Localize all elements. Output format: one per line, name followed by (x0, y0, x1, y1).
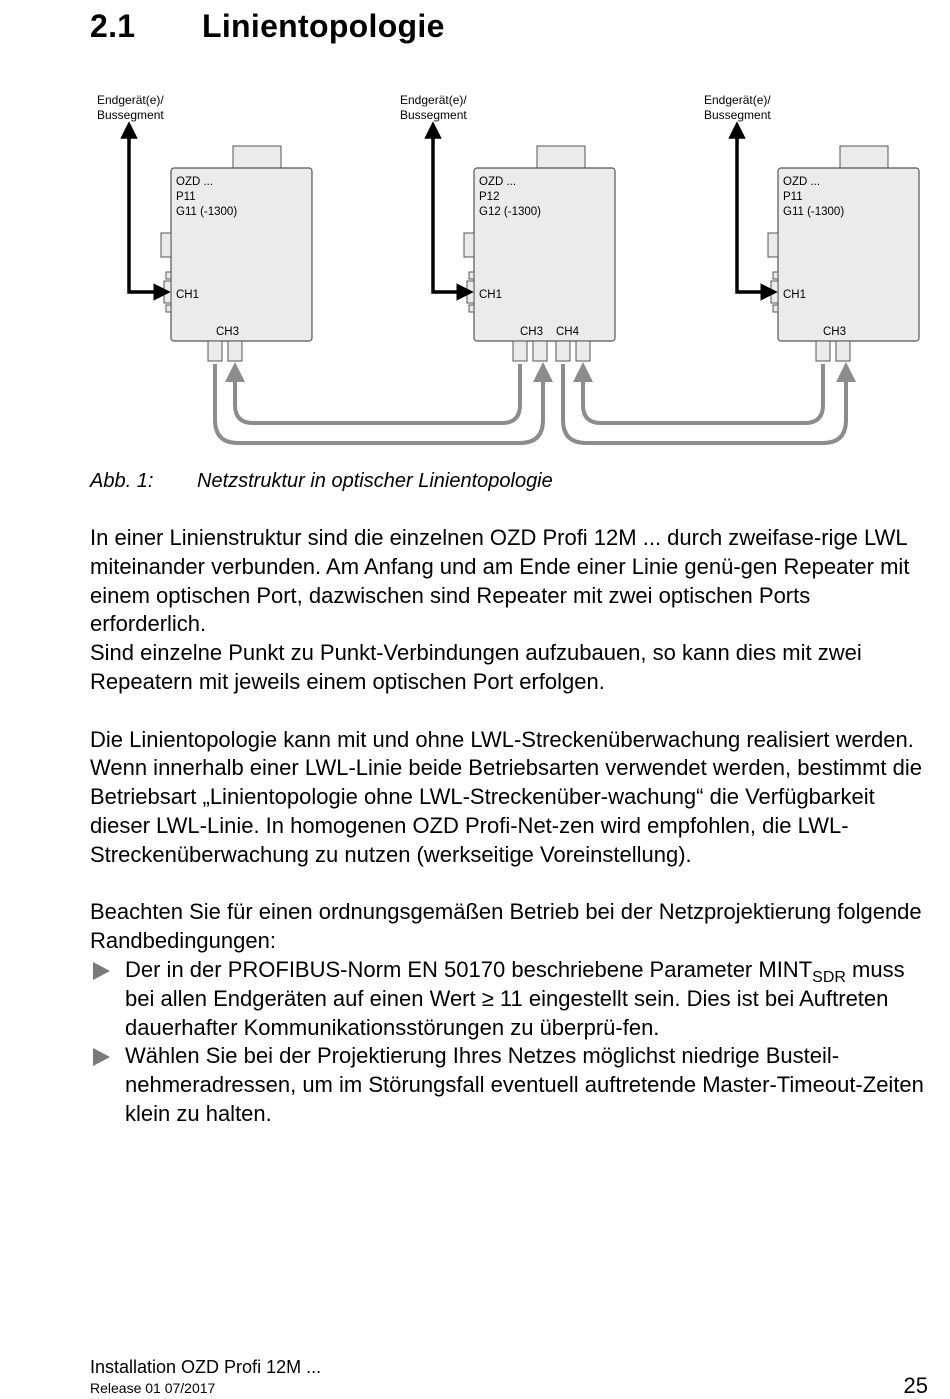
figure-caption-label: Abb. 1: (90, 470, 154, 492)
bullet-item (90, 956, 930, 1042)
terminal-arrow (433, 130, 465, 292)
paragraph: Beachten Sie für einen ordnungsgemäßen Betrieb bei der Netzprojektierung folgende Randbedingungen: (90, 899, 922, 954)
ch1-label: CH1 (176, 289, 200, 301)
fiber-connector (228, 341, 242, 361)
bullet-text: muss bei allen Endgeräten auf einen Wert ≥ 11 eingestellt sein. Dies ist bei Auftreten dauerhafter Kommunikationsstörungen zu überprü-fen. (125, 956, 905, 1040)
ozd-device-1 (161, 146, 312, 361)
footer-release: Release 01 07/2017 (90, 1380, 216, 1396)
ch1-port (771, 281, 778, 303)
fiber-cable-1-tx (215, 364, 543, 443)
ch1-port (467, 281, 474, 303)
ch1-port-tab-bottom (773, 305, 778, 312)
terminal-label-line: Bussegment (400, 108, 467, 122)
fiber-cable-2-tx (563, 364, 846, 443)
top-connector (537, 146, 585, 168)
terminal-arrow (129, 130, 162, 292)
figure-caption-text: Netzstruktur in optischer Linientopologie (197, 470, 553, 492)
terminal-connection-3 (704, 93, 771, 292)
footer-title: Installation OZD Profi 12M ... (90, 1357, 322, 1377)
ch1-label: CH1 (783, 289, 807, 301)
ozd-device-3 (768, 146, 919, 361)
device-label-line: P11 (176, 191, 196, 203)
side-port (464, 233, 474, 257)
bullet-list (90, 956, 930, 1129)
paragraph-gap (90, 870, 930, 899)
triangle-bullet-icon (93, 962, 110, 980)
ch4-label: CH4 (556, 326, 580, 338)
device-label-line: OZD ... (479, 176, 517, 188)
terminal-label-line: Bussegment (97, 108, 164, 122)
fiber-cable-2-rx (583, 364, 823, 423)
terminal-label-line: Endgerät(e)/ (400, 93, 467, 107)
ch1-port-tab-bottom (166, 305, 171, 312)
top-connector (233, 146, 281, 168)
device-label-line: OZD ... (783, 176, 821, 188)
ch1-port-tab-top (166, 272, 171, 279)
fiber-connector (533, 341, 547, 361)
section-heading (90, 8, 445, 45)
device-label-line: G11 (-1300) (176, 206, 238, 218)
paragraph: In einer Linienstruktur sind die einzelnen OZD Profi 12M ... durch zweifase-rige LWL miteinander verbunden. Am Anfang und am Ende einer Linie genü-gen Repeater mit einem optischen Port, dazwischen sind Repeater mit zwei optischen Ports erforderlich. (90, 525, 910, 637)
ch1-port (164, 281, 171, 303)
ch1-port-tab-bottom (469, 305, 474, 312)
side-port (768, 233, 778, 257)
side-port (161, 233, 171, 257)
bullet-item (90, 1042, 930, 1128)
paragraph-gap (90, 697, 930, 726)
figure-caption (90, 470, 553, 493)
terminal-arrow (737, 130, 769, 292)
terminal-connection-2 (400, 93, 467, 292)
device-label-line: G11 (-1300) (783, 206, 845, 218)
section-number: 2.1 (90, 8, 136, 44)
terminal-connection-1 (97, 93, 164, 292)
device-label-line: P12 (479, 191, 500, 203)
ch3-label: CH3 (216, 326, 240, 338)
paragraph: Sind einzelne Punkt zu Punkt-Verbindungen aufzubauen, so kann dies mit zwei Repeatern mit jeweils einem optischen Port erfolgen. (90, 640, 862, 694)
bullet-text: Wählen Sie bei der Projektierung Ihres Netzes möglichst niedrige Busteil-nehmeradressen, um im Störungsfall eventuell auftretende Master-Timeout-Zeiten klein zu halten. (125, 1043, 924, 1126)
device-label-line: P11 (783, 191, 803, 203)
fiber-cables (215, 364, 846, 443)
section-title: Linientopologie (202, 8, 445, 44)
device-label-line: G12 (-1300) (479, 206, 542, 218)
line-topology-diagram (0, 80, 950, 460)
terminal-label-line: Bussegment (704, 108, 771, 122)
terminal-label-line: Endgerät(e)/ (97, 93, 164, 107)
fiber-connector (576, 341, 590, 361)
ch1-port-tab-top (469, 272, 474, 279)
fiber-connector (816, 341, 830, 361)
bullet-text: Der in der PROFIBUS-Norm EN 50170 beschriebene Parameter MINT (125, 956, 813, 982)
ch3-label: CH3 (520, 326, 544, 338)
body-text (90, 524, 930, 1129)
fiber-cable-1-rx (235, 364, 520, 423)
ozd-device-2 (464, 146, 615, 361)
ch1-port-tab-top (773, 272, 778, 279)
page-number: 25 (903, 1373, 928, 1398)
ch3-label: CH3 (823, 326, 847, 338)
fiber-connector (836, 341, 850, 361)
ch1-label: CH1 (479, 289, 503, 301)
fiber-connector (208, 341, 222, 361)
subscript: SDR (812, 968, 846, 986)
paragraph: Die Linientopologie kann mit und ohne LWL-Streckenüberwachung realisiert werden. Wenn innerhalb einer LWL-Linie beide Betriebsarten verwendet werden, bestimmt die Betriebsart „Linientopologie ohne LWL-Streckenüber-wachung“ die Verfügbarkeit dieser LWL-Linie. In homogenen OZD Profi-Net-zen wird empfohlen, die LWL-Streckenüberwachung zu nutzen (werkseitige Voreinstellung). (90, 726, 922, 867)
fiber-connector (513, 341, 527, 361)
top-connector (840, 146, 888, 168)
device-label-line: OZD ... (176, 176, 214, 188)
terminal-label-line: Endgerät(e)/ (704, 93, 771, 107)
fiber-connector (556, 341, 570, 361)
triangle-bullet-icon (93, 1048, 110, 1066)
